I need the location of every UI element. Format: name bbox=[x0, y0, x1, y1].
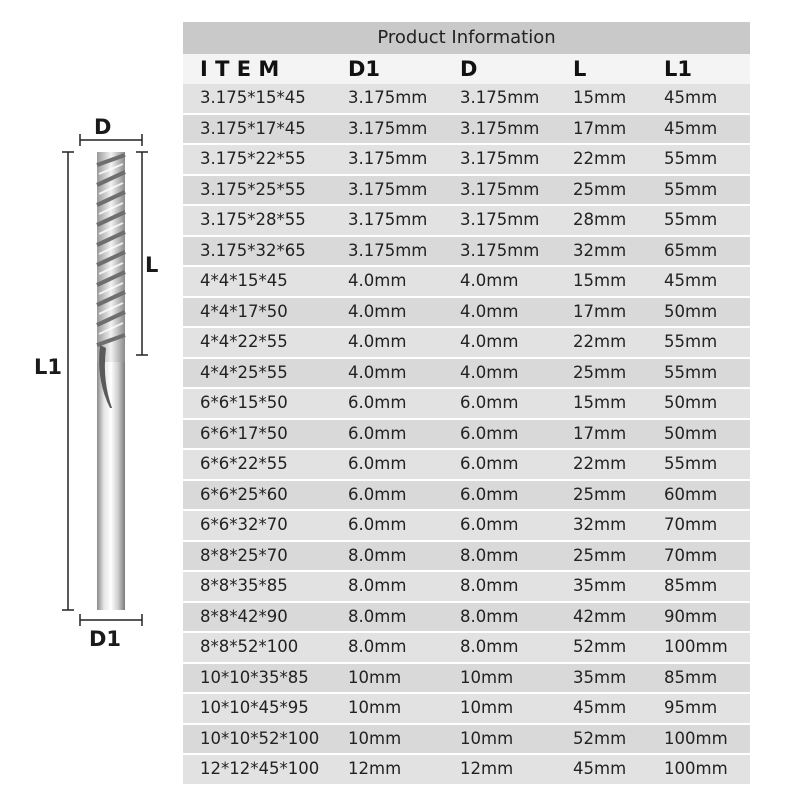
end-mill-diagram bbox=[0, 0, 180, 800]
cell-item: 6*6*22*55 bbox=[200, 454, 288, 473]
cell-d: 6.0mm bbox=[460, 515, 519, 534]
cell-l1: 65mm bbox=[664, 240, 718, 260]
cell-l1: 45mm bbox=[664, 271, 718, 290]
cell-d: 8.0mm bbox=[460, 576, 519, 595]
table-row bbox=[183, 206, 750, 237]
table-row bbox=[183, 176, 750, 207]
table-row bbox=[183, 115, 750, 146]
header-d1: D1 bbox=[348, 57, 381, 81]
cell-l1: 60mm bbox=[664, 484, 718, 504]
cell-l: 22mm bbox=[573, 332, 627, 351]
cell-l1: 85mm bbox=[664, 576, 718, 595]
table-row bbox=[183, 664, 750, 695]
cell-d1: 8.0mm bbox=[348, 545, 407, 565]
cell-d1: 3.175mm bbox=[348, 149, 428, 168]
cell-item: 3.175*32*65 bbox=[200, 240, 306, 260]
cell-l1: 100mm bbox=[664, 637, 728, 656]
cell-item: 10*10*45*95 bbox=[200, 698, 309, 717]
cell-item: 6*6*15*50 bbox=[200, 393, 288, 412]
cell-d1: 3.175mm bbox=[348, 210, 428, 229]
table-row bbox=[183, 328, 750, 359]
cell-l1: 55mm bbox=[664, 210, 718, 229]
cell-l1: 100mm bbox=[664, 759, 728, 778]
cell-item: 10*10*35*85 bbox=[200, 667, 309, 687]
cell-item: 8*8*35*85 bbox=[200, 576, 288, 595]
cell-l: 17mm bbox=[573, 301, 627, 321]
cell-l1: 55mm bbox=[664, 149, 718, 168]
cell-item: 3.175*15*45 bbox=[200, 88, 306, 107]
cell-item: 3.175*28*55 bbox=[200, 210, 306, 229]
cell-d: 10mm bbox=[460, 698, 514, 717]
cell-l: 32mm bbox=[573, 515, 627, 534]
cell-l: 32mm bbox=[573, 240, 627, 260]
table-row bbox=[183, 511, 750, 542]
table-row bbox=[183, 84, 750, 115]
table-row bbox=[183, 755, 750, 786]
cell-d: 6.0mm bbox=[460, 454, 519, 473]
table-row bbox=[183, 603, 750, 634]
cell-d1: 8.0mm bbox=[348, 576, 407, 595]
cell-l1: 45mm bbox=[664, 88, 718, 107]
cell-item: 8*8*25*70 bbox=[200, 545, 288, 565]
cell-l1: 100mm bbox=[664, 728, 728, 748]
table-row bbox=[183, 572, 750, 603]
cell-d1: 4.0mm bbox=[348, 301, 407, 321]
cell-l: 35mm bbox=[573, 576, 627, 595]
cell-l1: 55mm bbox=[664, 454, 718, 473]
cell-d: 3.175mm bbox=[460, 88, 540, 107]
cell-l: 25mm bbox=[573, 362, 627, 382]
l1-dimension bbox=[62, 152, 74, 610]
cell-d1: 8.0mm bbox=[348, 637, 407, 656]
cell-l: 52mm bbox=[573, 637, 627, 656]
table-row bbox=[183, 420, 750, 451]
cell-d1: 3.175mm bbox=[348, 88, 428, 107]
label-l: L bbox=[145, 253, 159, 277]
header-l1: L1 bbox=[664, 57, 692, 81]
cell-d1: 3.175mm bbox=[348, 179, 428, 199]
table-header bbox=[183, 54, 750, 84]
cell-d1: 6.0mm bbox=[348, 423, 407, 443]
cell-l: 45mm bbox=[573, 759, 627, 778]
cell-d: 3.175mm bbox=[460, 210, 540, 229]
cell-l: 22mm bbox=[573, 149, 627, 168]
cell-item: 3.175*22*55 bbox=[200, 149, 306, 168]
cell-d: 10mm bbox=[460, 728, 514, 748]
cell-l1: 55mm bbox=[664, 362, 718, 382]
cell-item: 10*10*52*100 bbox=[200, 728, 320, 748]
cell-d1: 4.0mm bbox=[348, 362, 407, 382]
cell-l: 25mm bbox=[573, 545, 627, 565]
table-row bbox=[183, 237, 750, 268]
cell-l: 17mm bbox=[573, 423, 627, 443]
cell-d: 6.0mm bbox=[460, 484, 519, 504]
cell-l1: 95mm bbox=[664, 698, 718, 717]
cell-l: 42mm bbox=[573, 606, 627, 626]
cell-item: 4*4*15*45 bbox=[200, 271, 288, 290]
header-d: D bbox=[460, 57, 478, 81]
cell-d1: 6.0mm bbox=[348, 484, 407, 504]
cell-l: 52mm bbox=[573, 728, 627, 748]
cell-l: 28mm bbox=[573, 210, 627, 229]
cell-l: 45mm bbox=[573, 698, 627, 717]
label-l1: L1 bbox=[34, 355, 62, 379]
cell-d: 12mm bbox=[460, 759, 514, 778]
cell-l1: 50mm bbox=[664, 393, 718, 412]
cell-item: 12*12*45*100 bbox=[200, 759, 320, 778]
table-row bbox=[183, 267, 750, 298]
cell-item: 4*4*17*50 bbox=[200, 301, 288, 321]
cell-d: 4.0mm bbox=[460, 271, 519, 290]
cell-d1: 8.0mm bbox=[348, 606, 407, 626]
cell-item: 4*4*25*55 bbox=[200, 362, 288, 382]
cell-d1: 6.0mm bbox=[348, 393, 407, 412]
cell-l: 25mm bbox=[573, 484, 627, 504]
cell-d1: 12mm bbox=[348, 759, 402, 778]
cell-item: 3.175*25*55 bbox=[200, 179, 306, 199]
cell-l: 15mm bbox=[573, 393, 627, 412]
cell-d: 10mm bbox=[460, 667, 514, 687]
cell-item: 6*6*17*50 bbox=[200, 423, 288, 443]
cell-d: 3.175mm bbox=[460, 179, 540, 199]
cell-d1: 4.0mm bbox=[348, 332, 407, 351]
cell-d1: 6.0mm bbox=[348, 515, 407, 534]
table-row bbox=[183, 298, 750, 329]
cell-d: 8.0mm bbox=[460, 545, 519, 565]
cell-l1: 50mm bbox=[664, 423, 718, 443]
table-row bbox=[183, 145, 750, 176]
cell-l: 22mm bbox=[573, 454, 627, 473]
table-row bbox=[183, 450, 750, 481]
cell-l: 15mm bbox=[573, 88, 627, 107]
cell-d1: 6.0mm bbox=[348, 454, 407, 473]
cell-d: 4.0mm bbox=[460, 332, 519, 351]
cell-d: 4.0mm bbox=[460, 301, 519, 321]
cell-d: 4.0mm bbox=[460, 362, 519, 382]
cell-d1: 3.175mm bbox=[348, 240, 428, 260]
label-d: D bbox=[94, 115, 112, 139]
cell-l: 15mm bbox=[573, 271, 627, 290]
table-row bbox=[183, 542, 750, 573]
shank bbox=[97, 360, 125, 610]
cell-item: 6*6*25*60 bbox=[200, 484, 288, 504]
cell-l1: 55mm bbox=[664, 332, 718, 351]
cell-d1: 4.0mm bbox=[348, 271, 407, 290]
cell-l1: 50mm bbox=[664, 301, 718, 321]
header-l: L bbox=[573, 57, 587, 81]
table-row bbox=[183, 481, 750, 512]
cell-l1: 70mm bbox=[664, 515, 718, 534]
cell-l: 17mm bbox=[573, 118, 627, 138]
cell-d: 3.175mm bbox=[460, 149, 540, 168]
cell-d: 3.175mm bbox=[460, 240, 540, 260]
cell-l1: 85mm bbox=[664, 667, 718, 687]
cell-l: 35mm bbox=[573, 667, 627, 687]
d1-dimension bbox=[80, 614, 142, 626]
cell-d1: 10mm bbox=[348, 698, 402, 717]
table-row bbox=[183, 694, 750, 725]
cell-item: 4*4*22*55 bbox=[200, 332, 288, 351]
cell-l1: 90mm bbox=[664, 606, 718, 626]
cell-d1: 3.175mm bbox=[348, 118, 428, 138]
table-row bbox=[183, 359, 750, 390]
cell-item: 8*8*52*100 bbox=[200, 637, 299, 656]
cell-d: 8.0mm bbox=[460, 606, 519, 626]
cell-d1: 10mm bbox=[348, 728, 402, 748]
cell-l1: 45mm bbox=[664, 118, 718, 138]
cell-item: 6*6*32*70 bbox=[200, 515, 288, 534]
table-row bbox=[183, 389, 750, 420]
cell-l: 25mm bbox=[573, 179, 627, 199]
cell-l1: 70mm bbox=[664, 545, 718, 565]
table-title: Product Information bbox=[183, 22, 750, 54]
label-d1: D1 bbox=[89, 627, 122, 651]
cell-d1: 10mm bbox=[348, 667, 402, 687]
cell-d: 8.0mm bbox=[460, 637, 519, 656]
cell-item: 3.175*17*45 bbox=[200, 118, 306, 138]
table-row bbox=[183, 633, 750, 664]
cell-d: 6.0mm bbox=[460, 423, 519, 443]
cell-d: 3.175mm bbox=[460, 118, 540, 138]
cell-item: 8*8*42*90 bbox=[200, 606, 288, 626]
product-info-table bbox=[183, 22, 750, 784]
table-row bbox=[183, 725, 750, 756]
cell-l1: 55mm bbox=[664, 179, 718, 199]
header-item: I T E M bbox=[200, 57, 280, 81]
cell-d: 6.0mm bbox=[460, 393, 519, 412]
